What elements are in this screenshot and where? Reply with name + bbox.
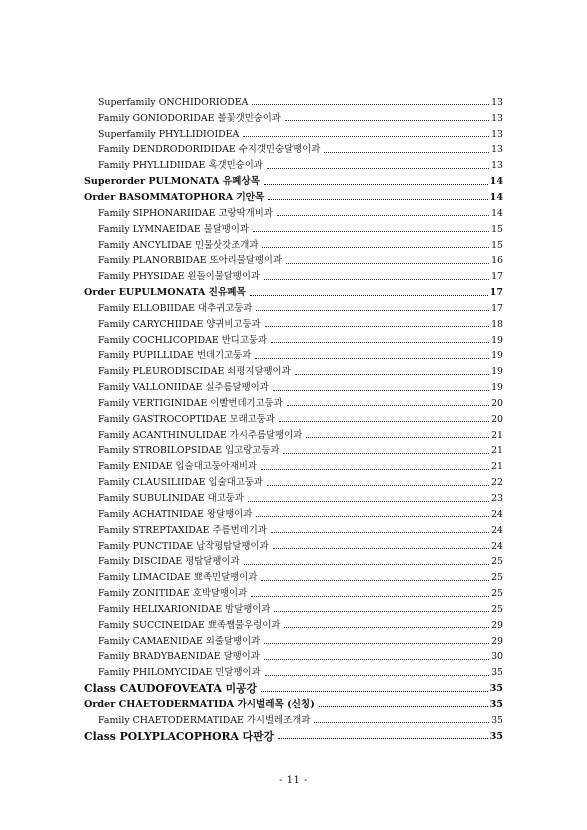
toc-entry	[0, 222, 587, 238]
toc-dot-leader	[261, 580, 489, 581]
toc-entry-page: 35	[491, 714, 503, 726]
toc-dot-leader	[285, 120, 489, 121]
toc-dot-leader	[251, 596, 489, 597]
toc-entry-page: 13	[491, 144, 503, 156]
toc-entry	[0, 475, 587, 491]
toc-entry	[0, 396, 587, 412]
toc-dot-leader	[243, 136, 489, 137]
toc-dot-leader	[256, 310, 489, 311]
toc-entry-page: 30	[491, 651, 503, 663]
toc-dot-leader	[267, 485, 489, 486]
toc-entry-page: 24	[491, 540, 503, 552]
toc-dot-leader	[268, 199, 487, 200]
toc-entry-label: Family PLEURODISCIDAE 쇠평지달팽이과	[98, 366, 291, 378]
toc-entry	[0, 349, 587, 365]
toc-entry-page: 13	[491, 112, 503, 124]
toc-entry-label: Family CLAUSILIIDAE 입술대고둥과	[98, 477, 263, 489]
toc-entry	[0, 618, 587, 634]
toc-entry	[0, 665, 587, 681]
toc-entry	[0, 586, 587, 602]
toc-entry-page: 25	[491, 603, 503, 615]
toc-entry-label: Family VALLONIIDAE 실주름달팽이과	[98, 382, 269, 394]
toc-entry	[0, 111, 587, 127]
toc-entry-label: Family ANCYLIDAE 민물삿갓조개과	[98, 239, 259, 251]
toc-entry-page: 29	[491, 635, 503, 647]
toc-entry-page: 20	[491, 413, 503, 425]
toc-entry-page: 13	[491, 160, 503, 172]
toc-entry	[0, 333, 587, 349]
toc-entry-page: 22	[491, 477, 503, 489]
toc-entry	[0, 95, 587, 111]
toc-dot-leader	[264, 184, 488, 185]
toc-entry-page: 13	[491, 96, 503, 108]
toc-dot-leader	[244, 564, 489, 565]
toc-dot-leader	[284, 627, 489, 628]
toc-entry-page: 19	[491, 350, 503, 362]
toc-dot-leader	[283, 453, 489, 454]
toc-entry-label: Family STROBILOPSIDAE 입고랑고둥과	[98, 445, 280, 457]
toc-entry-label: Family ACANTHINULIDAE 가시주름달팽이과	[98, 429, 303, 441]
toc-entry-label: Class CAUDOFOVEATA 미공강	[84, 682, 257, 696]
toc-entry	[0, 206, 587, 222]
toc-entry-label: Superfamily PHYLLIDIOIDEA	[98, 128, 240, 140]
toc-entry-label: Family BRADYBAENIDAE 달팽이과	[98, 651, 260, 663]
toc-entry-page: 19	[491, 366, 503, 378]
toc-dot-leader	[250, 295, 488, 296]
toc-entry-page: 23	[491, 493, 503, 505]
toc-entry-page: 20	[491, 397, 503, 409]
toc-dot-leader	[274, 611, 489, 612]
toc-entry-label: Family GASTROCOPTIDAE 모래고둥과	[98, 413, 275, 425]
toc-entry-label: Family DISCIDAE 평탑달팽이과	[98, 556, 240, 568]
toc-entry-label: Order BASOMMATOPHORA 기안목	[84, 191, 265, 203]
toc-entry-label: Family VERTIGINIDAE 이빨번데기고둥과	[98, 397, 283, 409]
toc-dot-leader	[253, 231, 489, 232]
toc-entry	[0, 301, 587, 317]
toc-entry-label: Family ACHATINIDAE 왕달팽이과	[98, 508, 253, 520]
toc-entry-label: Class POLYPLACOPHORA 다판강	[84, 729, 274, 743]
toc-dot-leader	[306, 437, 489, 438]
toc-entry-page: 18	[491, 318, 503, 330]
toc-entry	[0, 143, 587, 159]
toc-entry	[0, 523, 587, 539]
toc-entry	[0, 127, 587, 143]
toc-entry	[0, 729, 587, 745]
toc-dot-leader	[264, 279, 489, 280]
toc-dot-leader	[252, 104, 489, 105]
toc-dot-leader	[265, 326, 490, 327]
toc-dot-leader	[255, 358, 489, 359]
toc-entry	[0, 650, 587, 666]
toc-entry-label: Family STREPTAXIDAE 주름번데기과	[98, 524, 267, 536]
toc-dot-leader	[264, 643, 489, 644]
toc-dot-leader	[262, 247, 489, 248]
toc-entry-label: Family LYMNAEIDAE 물달팽이과	[98, 223, 249, 235]
toc-entry-page: 21	[491, 429, 503, 441]
toc-entry	[0, 285, 587, 301]
toc-entry-page: 29	[491, 619, 503, 631]
toc-entry	[0, 459, 587, 475]
toc-entry-label: Order CHAETODERMATIDA 가시벌레목 (신칭)	[84, 698, 315, 710]
toc-entry	[0, 317, 587, 333]
toc-entry-page: 17	[491, 271, 503, 283]
toc-entry-label: Family CARYCHIIDAE 양귀비고둥과	[98, 318, 261, 330]
toc-entry-label: Family SUCCINEIDAE 뾰족쨈물우렁이과	[98, 619, 281, 631]
toc-entry-page: 14	[489, 191, 503, 203]
toc-entry-page: 17	[489, 287, 503, 299]
toc-entry	[0, 507, 587, 523]
toc-entry-label: Family PLANORBIDAE 또아리물달팽이과	[98, 255, 283, 267]
toc-dot-leader	[265, 675, 489, 676]
toc-entry-label: Family SIPHONARIIDAE 고랑딱개비과	[98, 207, 273, 219]
toc-entry-label: Family LIMACIDAE 뾰족민달팽이과	[98, 572, 258, 584]
toc-entry-page: 13	[491, 128, 503, 140]
toc-dot-leader	[324, 152, 489, 153]
toc-entry	[0, 364, 587, 380]
toc-entry-page: 14	[491, 207, 503, 219]
toc-dot-leader	[273, 548, 490, 549]
toc-entry-page: 16	[491, 255, 503, 267]
toc-entry	[0, 158, 587, 174]
toc-dot-leader	[256, 516, 489, 517]
toc-entry-label: Family DENDRODORIDIDAE 수지갯민숭달팽이과	[98, 144, 321, 156]
toc-entry-label: Family PHILOMYCIDAE 민달팽이과	[98, 667, 261, 679]
toc-entry-label: Family ZONITIDAE 호박달팽이과	[98, 588, 248, 600]
toc-entry	[0, 681, 587, 697]
toc-entry	[0, 570, 587, 586]
toc-entry	[0, 428, 587, 444]
toc-entry	[0, 269, 587, 285]
toc-dot-leader	[279, 421, 489, 422]
toc-entry	[0, 713, 587, 729]
toc-entry-label: Superfamily ONCHIDORIODEA	[98, 96, 249, 108]
toc-entry-page: 35	[491, 667, 503, 679]
toc-dot-leader	[264, 659, 489, 660]
toc-entry-label: Family HELIXARIONIDAE 밤달팽이과	[98, 603, 271, 615]
toc-entry-page: 15	[491, 223, 503, 235]
toc-entry	[0, 697, 587, 713]
toc-entry	[0, 238, 587, 254]
toc-dot-leader	[261, 469, 489, 470]
toc-entry-page: 21	[491, 445, 503, 457]
toc-entry-label: Family SUBULINIDAE 대고둥과	[98, 493, 244, 505]
toc-entry	[0, 412, 587, 428]
toc-entry	[0, 190, 587, 206]
toc-dot-leader	[267, 168, 489, 169]
toc-entry-page: 24	[491, 508, 503, 520]
toc-entry-page: 25	[491, 572, 503, 584]
toc-entry-label: Family ELLOBIIDAE 대추귀고둥과	[98, 302, 253, 314]
toc-entry-label: Family PUPILLIDAE 번데기고둥과	[98, 350, 252, 362]
toc-entry-page: 25	[491, 556, 503, 568]
toc-entry	[0, 380, 587, 396]
toc-entry	[0, 539, 587, 555]
toc-entry-page: 14	[489, 176, 503, 188]
toc-entry-page: 19	[491, 334, 503, 346]
toc-dot-leader	[271, 532, 489, 533]
page-number: - 11 -	[279, 775, 308, 786]
toc-entry-label: Family CAMAENIDAE 외줄달팽이과	[98, 635, 261, 647]
toc-entry-page: 19	[491, 382, 503, 394]
toc-entry-page: 25	[491, 588, 503, 600]
toc-dot-leader	[286, 263, 489, 264]
toc-entry	[0, 444, 587, 460]
toc-entry-page: 21	[491, 461, 503, 473]
toc-entry	[0, 634, 587, 650]
toc-entry-page: 24	[491, 524, 503, 536]
toc-dot-leader	[277, 215, 489, 216]
toc-entry-label: Superorder PULMONATA 유폐상목	[84, 176, 260, 188]
toc-entry-page: 17	[491, 302, 503, 314]
toc-entry	[0, 602, 587, 618]
toc-entry	[0, 491, 587, 507]
toc-entry	[0, 554, 587, 570]
toc-entry-page: 35	[489, 698, 503, 710]
toc-entry-label: Family ENIDAE 입술대고둥아재비과	[98, 461, 257, 473]
toc-dot-leader	[273, 390, 489, 391]
toc-dot-leader	[319, 706, 488, 707]
toc-dot-leader	[287, 405, 489, 406]
toc-entry-label: Order EUPULMONATA 진유폐목	[84, 287, 246, 299]
table-of-contents	[0, 95, 587, 745]
toc-dot-leader	[248, 501, 489, 502]
toc-entry-label: Family PHYLLIDIIDAE 혹갯민숭이과	[98, 160, 263, 172]
toc-entry-page: 15	[491, 239, 503, 251]
toc-entry	[0, 174, 587, 190]
toc-entry-page: 35	[489, 683, 503, 695]
toc-entry-label: Family PHYSIDAE 왼돌이물달팽이과	[98, 271, 260, 283]
toc-dot-leader	[278, 738, 488, 739]
toc-dot-leader	[261, 691, 488, 692]
toc-entry-label: Family COCHLICOPIDAE 반디고둥과	[98, 334, 268, 346]
toc-entry-label: Family PUNCTIDAE 납작평탑달팽이과	[98, 540, 269, 552]
toc-dot-leader	[314, 722, 489, 723]
toc-entry-label: Family CHAETODERMATIDAE 가시벌레조개과	[98, 714, 311, 726]
toc-dot-leader	[295, 374, 489, 375]
toc-entry-label: Family GONIODORIDAE 볼꽃갯민숭이과	[98, 112, 281, 124]
toc-entry-page: 35	[489, 730, 503, 742]
toc-entry	[0, 253, 587, 269]
toc-dot-leader	[271, 342, 489, 343]
